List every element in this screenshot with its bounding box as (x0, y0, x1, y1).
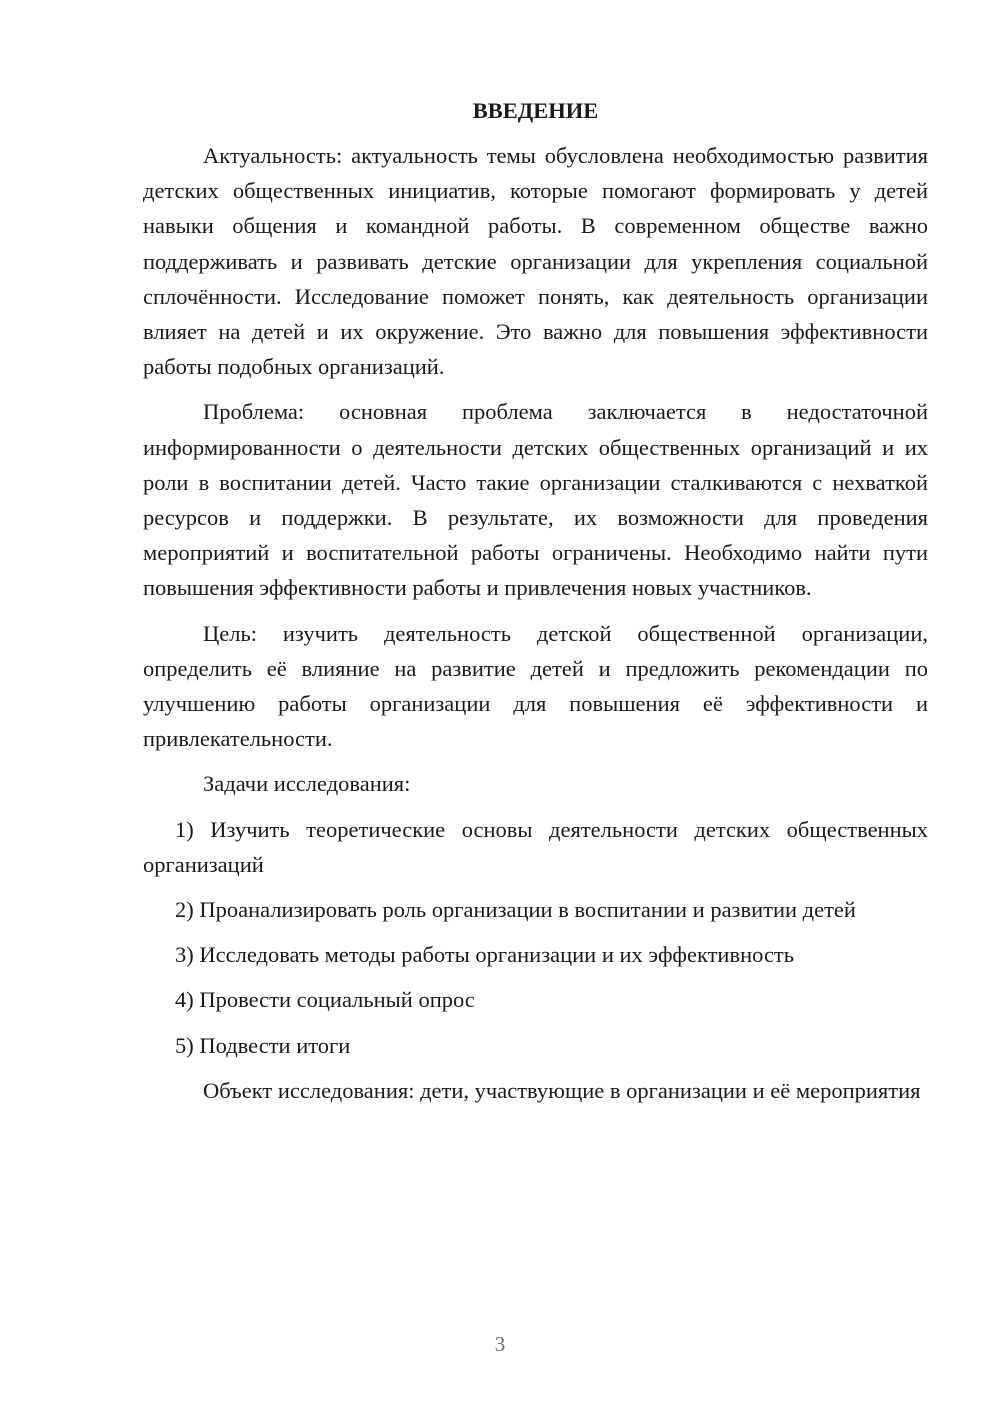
task-item-4: 4) Провести социальный опрос (175, 987, 475, 1013)
goal-paragraph: Цель: изучить деятельность детской общественной организации, определить её влияние на развитие детей и предложить рекомендации по улучшению работы организации для повышения её эффективности и привлекательности. (143, 620, 928, 752)
section-heading: ВВЕДЕНИЕ (472, 98, 599, 123)
tasks-heading: Задачи исследования: (203, 771, 411, 797)
document-body (143, 93, 928, 1118)
task-item-3: 3) Исследовать методы работы организации и их эффективность (175, 942, 795, 968)
task-item-2: 2) Проанализировать роль организации в воспитании и развитии детей (175, 897, 856, 923)
page-number: 3 (494, 1332, 506, 1356)
relevance-paragraph: Актуальность: актуальность темы обусловлена необходимостью развития детских общественных инициатив, которые помогают формировать у детей навыки общения и командной работы. В современном обществе важно поддерживать и развивать детские организации для укрепления социальной сплочённости. Исследование поможет понять, как деятельность организации влияет на детей и их окружение. Это важно для повышения эффективности работы подобных организаций. (143, 143, 928, 380)
object-paragraph: Объект исследования: дети, участвующие в организации и её мероприятия (203, 1077, 921, 1103)
task-item-5: 5) Подвести итоги (175, 1032, 351, 1058)
task-item-1: 1) Изучить теоретические основы деятельности детских общественных организаций (143, 816, 928, 877)
problem-paragraph: Проблема: основная проблема заключается в недостаточной информированности о деятельности детских общественных организаций и их роли в воспитании детей. Часто такие организации сталкиваются с нехваткой ресурсов и поддержки. В результате, их возможности для проведения мероприятий и воспитательной работы ограничены. Необходимо найти пути повышения эффективности работы и привлечения новых участников. (143, 399, 928, 601)
